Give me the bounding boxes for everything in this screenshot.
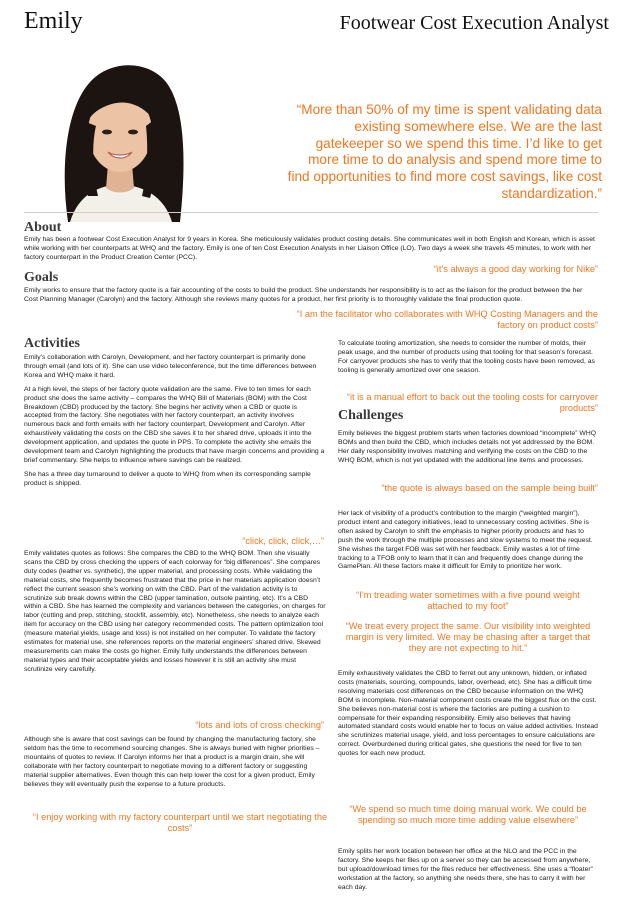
about-text: Emily has been a footwear Cost Execution Analyst for 9 years in Korea. She meticulously validates product costing details. She communicates well in both English and Korean, which is asset while working with her counterparts at WHQ and the factory. Emily is one of ten Cost Execution Analysts in her Liaison Office (LO). Two days a week she travels 45 minutes, to work with her factory counterpart in the Product Creation Center (PCC). xyxy=(24,236,595,261)
activities-quote-factory: “I enjoy working with my factory counterpart until we start negotiating the costs” xyxy=(32,812,328,833)
challenges-paragraph-1: Emily believes the biggest problem starts when factories download “incomplete” WHQ BOMs and then build the CBD, which includes details not yet addressed by the BOM. Her daily responsibility involves matching and verifying the costs on the CBD to the WHQ BOM, which is not yet updated with the additional line items and processes. xyxy=(338,430,597,464)
tooling-paragraph: To calculate tooling amortization, she needs to consider the number of molds, their peak usage, and the number of products using that tooling for that season’s forecast. For carryover products she has to verify that the tooling costs have been removed, as tooling is generally amortized over one season. xyxy=(338,340,595,374)
challenges-quote-treading-water: “I’m treading water sometimes with a five pound weight attached to my foot” xyxy=(356,590,580,611)
challenges-paragraph-2: Her lack of visibility of a product’s contribution to the margin (“weighted margin”), product intent and category initiatives, lead to unnecessary costing activities. She is often asked by Carolyn to shift the emphasis to higher priority products and has to push the work through the multiple processes and slow systems to meet the request. She wishes the target FOB was set with her feedback. Emily wastes a lot of time tracking to a TFOB only to learn that it can and frequently does change during the GamePlan. All these factors make it difficult for Emily to prioritize her work. xyxy=(338,510,593,571)
challenges-paragraph-4: Emily splits her work location between her office at the NLO and the PCC in the factory. She keeps her files up on a server so they can be accessed from anywhere, but upload/download times for the files reduce her effectiveness. She uses a “floater” workstation at the factory, so anything she needs there, she has to carry it with her each day. xyxy=(338,848,593,891)
goals-heading: Goals xyxy=(24,270,59,285)
persona-name: Emily xyxy=(24,8,83,34)
activities-paragraph-2: At a high level, the steps of her factory quote validation are the same. Five to ten times for each product she does the same activity – compares the WHQ Bill of Materials (BOM) with the Cost Breakdown (CBD) produced by the factory. She begins her activity when a CBD or quote is accepted from the factory. She negotiates with her factory counterpart, an activity involves numerous back and forth emails with her factory counterpart, Development and Carolyn. After exhaustively validating the costs on the CBD she saves it to her shared drive, uploads it into the development application, and updates the quote in PPS. To complete the activity she emails the development team and Carolyn highlighting the products that have margin concerns and providing a brief commentary. She helps to influence where savings can be realized. xyxy=(24,385,325,464)
activities-heading: Activities xyxy=(24,336,80,351)
persona-photo xyxy=(30,46,210,222)
about-quote: “it’s always a good day working for Nike” xyxy=(433,264,598,274)
activities-quote-click: “click, click, click,…” xyxy=(242,536,324,546)
activities-body-top xyxy=(24,354,326,494)
about-heading: About xyxy=(24,220,62,235)
persona-role: Footwear Cost Execution Analyst xyxy=(339,12,609,34)
challenges-paragraph-3: Emily exhaustively validates the CBD to ferret out any unknown, hidden, or inflated costs (materials, sourcing, compounds, labor, overhead, etc). She has a difficult time resolving materials cost differences on the CBD because information on the WHQ BOM is incomplete. Non-material component costs create the biggest flux on the cost. She believes non-material cost is where the factories are putting a cushion to compensate for their expanding responsibility. Emily also believes that having automated standard costs would enable her to focus on value added activities. Instead she scrutinizes material usage, yield, and loss percentages to ensure calculations are correct. Overburdened during critical gates, she questions the need for five to ten quotes for each new product. xyxy=(338,670,598,758)
persona-portrait-illustration xyxy=(30,46,210,222)
section-divider xyxy=(24,212,598,213)
challenges-quote-every-project: “We treat every project the same. Our visibility into weighted margin is very limited. We may be chasing after a target that they are not expecting to hit.” xyxy=(345,621,591,653)
challenges-quote-manual-work: “We spend so much time doing manual work. We could be spending so much more time adding value elsewhere” xyxy=(349,804,587,825)
tooling-quote: “it is a manual effort to back out the tooling costs for carryover products” xyxy=(346,392,598,413)
activities-paragraph-5: Although she is aware that cost savings can be found by changing the manufacturing factory, she seldom has the time to recommend sourcing changes. She is always buried with higher priorities – mountains of quotes to review. If Carolyn informs her that a product is a margin drain, she will collaborate with her factory counterpart to negotiate moving to a different factory or suggesting material supplier alternatives. Even though this can help lower the cost for a given product, Emily believes they will eventually push the expense to a future products. xyxy=(24,736,320,788)
hero-quote: “More than 50% of my time is spent validating data existing somewhere else. We are the last gatekeeper so we spend this time. I’d like to get more time to do analysis and spend more time to find opportunities to find more cost savings, like cost standardization.” xyxy=(287,102,602,201)
activities-paragraph-3: She has a three day turnaround to deliver a quote to WHQ from when its corresponding sample product is shipped. xyxy=(24,470,311,487)
challenges-quote-sample: “the quote is always based on the sample being built” xyxy=(381,483,598,493)
activities-paragraph-4: Emily validates quotes as follows: She compares the CBD to the WHQ BOM. Then she visually scans the CBD by cross checking the uppers of each colorway for “big differences”. She compares duty codes (leather vs. synthetic), the upper material, and processing costs. While validating the material costs, she frequently becomes frustrated that the price in her materials application doesn’t reflect the current season she’s working on with the CBD. Part of the validation activity is to scrutinize sub break downs within the CBD (upper lamination, outsole painting, etc). It’s a CBD within a CBD. She has learned the complexity and variances between the categories, on charges for labor (cutting and prep, stitching, stockfit, assembly, etc). Nonetheless, she needs to analyze each item for accuracy on the CBD using her category recommended costs. The pattern optimization tool (measure material yields, usage and loss) is not installed on her computer. To validate the factory estimates for material use, she references reports on the material engineers’ shared drive. Skewed measurements can make the costs go higher. Emily fully understands the differences between material types and their acceptable yields and losses however it is still an activity she must scrutinize very carefully. xyxy=(24,550,326,673)
activities-quote-cross-checking: “lots and lots of cross checking” xyxy=(195,720,324,730)
challenges-heading: Challenges xyxy=(338,408,404,423)
activities-paragraph-1: Emily’s collaboration with Carolyn, Development, and her factory counterpart is primarily done through email (and lots of it). She can use video teleconference, but the time differences between Korea and WHQ make it hard. xyxy=(24,354,317,379)
goals-quote: “I am the facilitator who collaborates with WHQ Costing Managers and the factory on product costs” xyxy=(296,309,598,330)
goals-text: Emily works to ensure that the factory quote is a fair accounting of the costs to build the product. She understands her responsibility is to act as the liaison for the product between the her Cost Planning Manager (Carolyn) and the factory. Although she reviews many quotes for a product, her first priority is to thoroughly validate the final production quote. xyxy=(24,287,583,303)
